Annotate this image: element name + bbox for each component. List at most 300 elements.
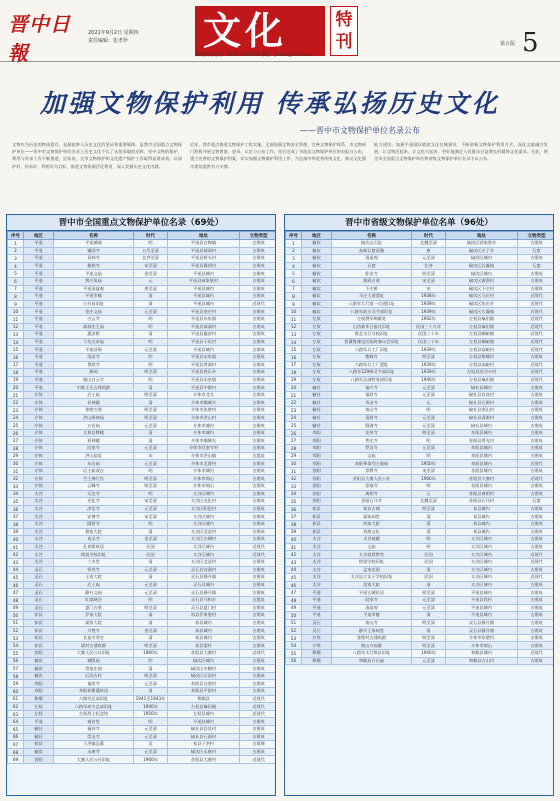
- table-cell: 元至清: [134, 589, 168, 597]
- table-cell: 榆次区马庄村: [446, 293, 518, 301]
- table-cell: 13: [8, 331, 24, 339]
- table-cell: 元: [412, 399, 446, 407]
- table-cell: 八路军兵工厂旧址: [332, 346, 412, 354]
- table-row: [286, 391, 555, 399]
- table-cell: 源涡古道: [332, 277, 412, 285]
- table-cell: 明: [134, 657, 168, 665]
- table-cell: 灵石县苏溪村: [168, 566, 240, 574]
- table-cell: 近现代: [518, 475, 555, 483]
- table-cell: 洪山窑址: [54, 452, 134, 460]
- table-cell: 53: [286, 634, 302, 642]
- table-cell: 祁县城内: [446, 528, 518, 536]
- table-cell: 寿阳县平舒村: [168, 688, 240, 696]
- table-cell: 榆次: [302, 293, 332, 301]
- table-cell: 古建筑: [518, 536, 555, 544]
- table-cell: 紫峰寺: [332, 353, 412, 361]
- table-cell: 古建筑: [240, 718, 277, 726]
- table-cell: 太谷区城内: [168, 551, 240, 559]
- table-row: [286, 528, 555, 536]
- table-cell: 晋冀鲁豫边区临时参议会旧址: [332, 338, 412, 346]
- table-cell: 榆次区城内: [446, 270, 518, 278]
- table-cell: 介休: [24, 422, 54, 430]
- table-cell: 净信寺: [54, 505, 134, 513]
- table-cell: 平遥: [24, 247, 54, 255]
- table-cell: 古建筑: [240, 657, 277, 665]
- table-cell: 北魏至清: [412, 498, 446, 506]
- table-cell: 太谷区光化村: [168, 498, 240, 506]
- table-row: [8, 695, 277, 703]
- column-header: 名称: [332, 232, 412, 240]
- table-cell: 祁县: [24, 612, 54, 620]
- table-cell: 灵石: [24, 574, 54, 582]
- table-cell: 昔阳石马寺: [332, 498, 412, 506]
- table-cell: 64: [8, 718, 24, 726]
- table-cell: 左权: [302, 331, 332, 339]
- table-cell: 民国三十年: [412, 338, 446, 346]
- table-cell: 古建筑: [518, 384, 555, 392]
- table-row: [286, 650, 555, 658]
- table-cell: 古建筑: [518, 429, 555, 437]
- table-cell: 五代至清: [134, 247, 168, 255]
- table-cell: 太谷: [24, 536, 54, 544]
- table-cell: 介休市北贾村: [168, 460, 240, 468]
- table-cell: 古建筑: [240, 680, 277, 688]
- table-cell: 14: [8, 338, 24, 346]
- table-cell: 元: [412, 490, 446, 498]
- table-cell: 1939年: [412, 300, 446, 308]
- table-row: [286, 558, 555, 566]
- table-cell: 近现代: [518, 323, 555, 331]
- table-cell: 近现代: [240, 703, 277, 711]
- table-cell: 古建筑: [240, 361, 277, 369]
- national-list-table: [7, 231, 276, 764]
- table-cell: 龙泉寺: [332, 429, 412, 437]
- table-cell: 张壁古堡: [54, 407, 134, 415]
- table-cell: 近现代: [518, 331, 555, 339]
- table-cell: 40: [286, 536, 302, 544]
- table-cell: 37: [286, 513, 302, 521]
- table-cell: 清凉寺: [54, 353, 134, 361]
- table-cell: 古建筑: [518, 627, 555, 635]
- table-row: [286, 634, 555, 642]
- table-cell: 介休: [24, 483, 54, 491]
- table-cell: 元至清: [412, 657, 446, 665]
- table-cell: 介休市城内: [168, 429, 240, 437]
- table-cell: 古建筑: [518, 452, 555, 460]
- table-cell: 八路军总部特务团旧址: [332, 376, 412, 384]
- table-cell: 左权: [302, 338, 332, 346]
- table-cell: 清: [412, 627, 446, 635]
- table-cell: 古建筑: [240, 391, 277, 399]
- table-cell: 35: [286, 498, 302, 506]
- table-cell: 23: [286, 407, 302, 415]
- table-cell: 平遥县香乐乡: [168, 369, 240, 377]
- table-cell: 祁县城内: [446, 513, 518, 521]
- table-row: [286, 270, 555, 278]
- table-cell: 平遥: [24, 315, 54, 323]
- table-cell: 18: [286, 369, 302, 377]
- table-cell: 5: [8, 270, 24, 278]
- column-header: 地址: [446, 232, 518, 240]
- table-cell: 平遥文庙: [54, 270, 134, 278]
- table-row: [286, 536, 555, 544]
- table-row: [8, 346, 277, 354]
- table-cell: 古墓葬: [240, 741, 277, 749]
- table-cell: 圆智寺: [54, 520, 134, 528]
- table-cell: 太谷区白城村: [168, 536, 240, 544]
- table-cell: 38: [8, 520, 24, 528]
- table-cell: 12: [286, 323, 302, 331]
- table-cell: 平遥: [24, 346, 54, 354]
- table-cell: 17: [286, 361, 302, 369]
- table-cell: 37: [8, 513, 24, 521]
- table-cell: 1: [8, 240, 24, 248]
- table-cell: 双林寺: [54, 255, 134, 263]
- table-cell: 古建筑: [240, 407, 277, 415]
- table-cell: 古建筑: [240, 460, 277, 468]
- table-row: [286, 445, 555, 453]
- table-cell: 和顺县合山村: [446, 657, 518, 665]
- table-cell: 古建筑: [240, 536, 277, 544]
- table-row: [286, 505, 555, 513]
- table-cell: 寿阳祁寯藻故居: [54, 688, 134, 696]
- table-cell: 古建筑: [240, 270, 277, 278]
- table-cell: 近现代: [518, 574, 555, 582]
- table-cell: 太谷区阳邑村: [168, 505, 240, 513]
- table-row: [286, 627, 555, 635]
- table-cell: 昔阳县城内: [446, 483, 518, 491]
- table-cell: 古建筑: [240, 277, 277, 285]
- table-cell: 祁县古城: [332, 505, 412, 513]
- table-cell: 明至清: [412, 619, 446, 627]
- table-cell: 下庄桥: [332, 285, 412, 293]
- table-cell: 榆次区张庆乡: [446, 300, 518, 308]
- table-cell: 古建筑: [240, 726, 277, 734]
- table-cell: 26: [286, 429, 302, 437]
- table-cell: 9: [8, 300, 24, 308]
- table-cell: 介休市北关: [168, 391, 240, 399]
- table-row: [8, 376, 277, 384]
- table-cell: 福祥寺: [332, 391, 412, 399]
- table-cell: 元至清: [134, 733, 168, 741]
- table-cell: 63: [8, 710, 24, 718]
- table-cell: 太谷: [24, 528, 54, 536]
- table-row: [8, 353, 277, 361]
- table-cell: 祁县: [24, 741, 54, 749]
- table-cell: 灵石: [24, 589, 54, 597]
- contact-line: 新闻热线电话：0354-3112758 邮箱：jzrbzk@163.com: [195, 53, 312, 58]
- table-cell: 段家寺: [332, 596, 412, 604]
- table-cell: 51: [8, 619, 24, 627]
- table-cell: 金庄文庙: [54, 308, 134, 316]
- table-cell: 15: [286, 346, 302, 354]
- table-cell: 明至清: [412, 505, 446, 513]
- table-cell: 福兴寺: [332, 384, 412, 392]
- table-cell: 介休: [24, 429, 54, 437]
- table-row: [286, 240, 555, 248]
- table-cell: 镇国寺: [54, 247, 134, 255]
- table-cell: 昔阳: [302, 498, 332, 506]
- table-cell: 灵石: [24, 581, 54, 589]
- table-row: [8, 726, 277, 734]
- table-cell: 八路军兵工厂遗址: [332, 361, 412, 369]
- table-cell: 平遥县郝洞村: [168, 247, 240, 255]
- table-cell: 平遥县普洞村: [168, 361, 240, 369]
- table-cell: 太谷: [24, 505, 54, 513]
- table-cell: 太谷区城内: [446, 543, 518, 551]
- table-cell: 1942年: [412, 315, 446, 323]
- table-cell: 左权县麻田镇: [168, 703, 240, 711]
- table-cell: 介休: [302, 634, 332, 642]
- table-cell: 孔祥熙故居: [54, 543, 134, 551]
- table-cell: 53: [8, 634, 24, 642]
- table-cell: 左权县西河头村: [446, 369, 518, 377]
- table-cell: 太谷基督教堂: [332, 551, 412, 559]
- table-cell: 近现代: [240, 300, 277, 308]
- table-cell: 宋: [134, 452, 168, 460]
- table-cell: 19: [8, 376, 24, 384]
- table-cell: 古建筑: [518, 353, 555, 361]
- table-row: [286, 399, 555, 407]
- table-cell: 寿阳县城内: [446, 429, 518, 437]
- table-row: [8, 331, 277, 339]
- table-row: [8, 520, 277, 528]
- provincial-list-panel: [284, 214, 554, 796]
- table-cell: 元至清: [134, 748, 168, 756]
- table-row: [8, 756, 277, 764]
- table-cell: 古建筑: [240, 353, 277, 361]
- table-cell: 52: [8, 627, 24, 635]
- table-cell: 古建筑: [240, 308, 277, 316]
- table-cell: 32: [286, 475, 302, 483]
- table-cell: 左权县麻田镇: [446, 315, 518, 323]
- masthead: [0, 0, 560, 65]
- table-cell: 5: [286, 270, 302, 278]
- table-row: [8, 255, 277, 263]
- table-cell: 寿阳: [24, 688, 54, 696]
- table-cell: 44: [8, 566, 24, 574]
- table-row: [286, 308, 555, 316]
- table-cell: 清: [134, 688, 168, 696]
- table-cell: 近现代: [518, 338, 555, 346]
- table-cell: 太谷鼓楼: [332, 536, 412, 544]
- table-cell: 榆次区庄子乡: [446, 247, 518, 255]
- table-cell: 明: [134, 338, 168, 346]
- table-row: [8, 240, 277, 248]
- table-cell: 46: [8, 581, 24, 589]
- table-cell: 曹家大院: [54, 528, 134, 536]
- table-cell: 祁县城内: [446, 505, 518, 513]
- table-cell: 古建筑: [518, 467, 555, 475]
- table-cell: 介休: [24, 460, 54, 468]
- table-cell: 崇教寺: [332, 467, 412, 475]
- table-cell: 榆次: [302, 308, 332, 316]
- table-cell: 民国: [412, 551, 446, 559]
- table-cell: 后土庙: [54, 581, 134, 589]
- table-cell: 宋至清: [134, 513, 168, 521]
- table-cell: 42: [8, 551, 24, 559]
- table-cell: 平遥: [24, 361, 54, 369]
- table-cell: 寿阳县城内: [446, 452, 518, 460]
- table-cell: 30: [286, 460, 302, 468]
- table-cell: 昔阳县石马村: [446, 498, 518, 506]
- table-row: [286, 490, 555, 498]
- table-cell: 古建筑: [240, 513, 277, 521]
- table-row: [286, 604, 555, 612]
- table-cell: 清虚观: [332, 255, 412, 263]
- table-cell: 榆社县清源村: [446, 414, 518, 422]
- table-cell: 榆社县城内: [446, 422, 518, 430]
- table-cell: 离相寺: [332, 490, 412, 498]
- table-cell: 灵石: [302, 619, 332, 627]
- table-cell: 昔阳: [302, 483, 332, 491]
- table-cell: 范家大院: [332, 581, 412, 589]
- table-cell: 平遥: [24, 308, 54, 316]
- table-cell: 八路军前方司令部旧址: [332, 308, 412, 316]
- table-cell: 榆次: [24, 672, 54, 680]
- table-cell: 罗汉寺: [332, 445, 412, 453]
- table-row: [8, 437, 277, 445]
- table-cell: 太谷区城内: [446, 536, 518, 544]
- table-cell: 古建筑: [518, 399, 555, 407]
- table-cell: 近现代: [240, 650, 277, 658]
- table-cell: 榆次区下庄村: [446, 285, 518, 293]
- table-cell: 寿阳县白道村: [168, 680, 240, 688]
- table-cell: 古建筑: [240, 642, 277, 650]
- table-cell: 渠家大院: [54, 619, 134, 627]
- provincial-list-title: 晋中市省级文物保护单位名单（96处）: [285, 215, 553, 231]
- table-row: [8, 285, 277, 293]
- table-cell: 太谷: [24, 513, 54, 521]
- table-cell: 郝洞龙王庙: [54, 323, 134, 331]
- table-cell: 安禅寺: [54, 513, 134, 521]
- table-cell: 明: [134, 353, 168, 361]
- table-cell: 明至清: [134, 414, 168, 422]
- table-cell: 榆社县岩良村: [168, 726, 240, 734]
- table-row: [286, 596, 555, 604]
- table-row: [8, 612, 277, 620]
- table-cell: 平遥: [24, 293, 54, 301]
- table-cell: 太谷: [24, 543, 54, 551]
- table-cell: 昔阳县大寨村: [168, 756, 240, 764]
- table-cell: 左权县高峪村: [446, 346, 518, 354]
- column-header: 名称: [54, 232, 134, 240]
- table-row: [8, 300, 277, 308]
- table-cell: 介休: [24, 467, 54, 475]
- table-cell: 平遥县城内: [168, 718, 240, 726]
- table-cell: 16: [8, 353, 24, 361]
- table-cell: 1: [286, 240, 302, 248]
- table-cell: 古建筑: [518, 520, 555, 528]
- table-row: [8, 566, 277, 574]
- table-cell: 61: [8, 695, 24, 703]
- table-cell: 祁县: [24, 627, 54, 635]
- table-cell: 48: [8, 596, 24, 604]
- table-cell: 北齐: [412, 262, 446, 270]
- table-cell: 太谷区城内: [446, 566, 518, 574]
- table-cell: 明: [134, 467, 168, 475]
- table-cell: 明至清: [412, 589, 446, 597]
- table-cell: 明: [412, 407, 446, 415]
- table-row: [8, 505, 277, 513]
- table-cell: 榆次: [24, 657, 54, 665]
- table-cell: 3: [8, 255, 24, 263]
- table-cell: 明: [412, 452, 446, 460]
- table-row: [8, 741, 277, 749]
- table-cell: 平遥县惠济村: [168, 331, 240, 339]
- table-row: [286, 422, 555, 430]
- table-row: [286, 452, 555, 460]
- table-cell: 7: [8, 285, 24, 293]
- table-cell: 古建筑: [518, 422, 555, 430]
- table-row: [8, 308, 277, 316]
- table-cell: 31: [8, 467, 24, 475]
- table-cell: 介休市回銮寺村: [168, 445, 240, 453]
- table-cell: 27: [8, 437, 24, 445]
- table-row: [8, 460, 277, 468]
- table-cell: 榆次: [302, 277, 332, 285]
- table-cell: 昔阳: [302, 467, 332, 475]
- table-cell: 明至清: [412, 353, 446, 361]
- table-cell: 介休市绵山: [168, 475, 240, 483]
- table-row: [8, 513, 277, 521]
- table-cell: 清: [134, 300, 168, 308]
- table-cell: 清: [134, 331, 168, 339]
- table-row: [8, 688, 277, 696]
- table-cell: 左权县桐峪镇: [446, 338, 518, 346]
- table-row: [286, 520, 555, 528]
- table-cell: 平遥: [24, 338, 54, 346]
- table-cell: 左权: [24, 703, 54, 711]
- table-cell: 卧龙寺: [332, 270, 412, 278]
- table-cell: 榆次区长凝镇: [446, 262, 518, 270]
- table-cell: 渠家祠堂: [332, 513, 412, 521]
- table-cell: 古建筑: [240, 331, 277, 339]
- table-cell: 高峪石窟造像: [332, 247, 412, 255]
- table-cell: 介休: [24, 437, 54, 445]
- table-cell: 元至清: [412, 384, 446, 392]
- table-cell: 古建筑: [240, 490, 277, 498]
- table-cell: 45: [8, 574, 24, 582]
- table-cell: 太谷县立女子学校旧址: [332, 574, 412, 582]
- table-cell: 古建筑: [518, 445, 555, 453]
- table-cell: 清: [412, 612, 446, 620]
- table-cell: 16: [286, 353, 302, 361]
- table-cell: 后土庙戏台: [54, 467, 134, 475]
- table-cell: 明: [134, 490, 168, 498]
- table-cell: 古建筑: [518, 581, 555, 589]
- table-cell: 平遥清虚观: [54, 285, 134, 293]
- table-cell: 47: [8, 589, 24, 597]
- table-cell: 超山白云寺: [54, 376, 134, 384]
- table-cell: 金至清: [134, 536, 168, 544]
- table-cell: 榆社: [302, 422, 332, 430]
- table-cell: 4: [286, 262, 302, 270]
- table-row: [286, 323, 555, 331]
- table-cell: 古建筑: [518, 543, 555, 551]
- table-row: [8, 247, 277, 255]
- table-cell: 古建筑: [240, 574, 277, 582]
- table-cell: 55: [8, 650, 24, 658]
- table-cell: 明: [412, 536, 446, 544]
- table-cell: 左权: [302, 361, 332, 369]
- table-row: [286, 277, 555, 285]
- table-cell: 利应侯庙: [54, 277, 134, 285]
- table-cell: 明至清: [134, 672, 168, 680]
- table-cell: 左权烈士纪念馆: [54, 710, 134, 718]
- table-row: [286, 384, 555, 392]
- table-cell: 古建筑: [240, 240, 277, 248]
